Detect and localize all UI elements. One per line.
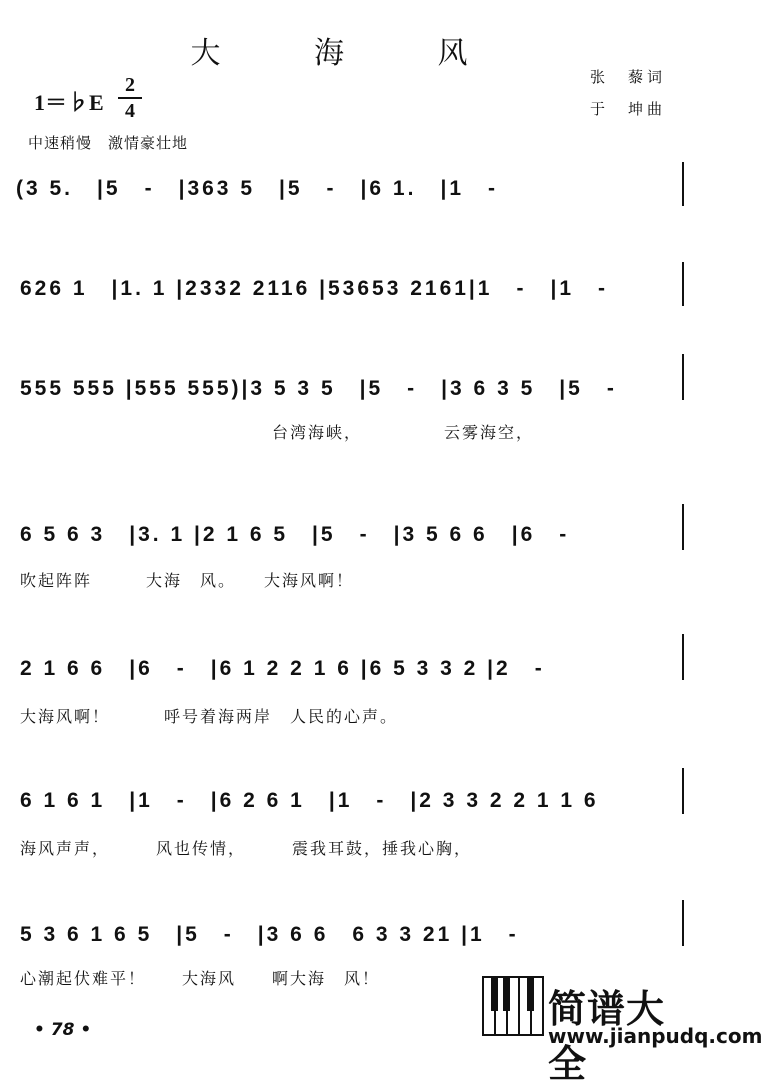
system-end-barline: [682, 900, 684, 946]
lyrics-line: 海风声声， 风也传情， 震我耳鼓，捶我心胸，: [20, 839, 473, 858]
notation-line: 5 3 6 1 6 5 |5 - |3 6 6 6 3 3 21 |1 -: [20, 923, 519, 946]
notation-line: 626 1 |1. 1 |2332 2116 |53653 2161|1 - |1 -: [20, 277, 609, 300]
system-end-barline: [682, 504, 684, 550]
system-end-barline: [682, 768, 684, 814]
watermark-text: 简谱大全: [548, 987, 666, 1086]
notation-line: 2 1 6 6 |6 - |6 1 2 2 1 6 |6 5 3 3 2 |2 -: [20, 657, 545, 680]
page-number: • 78 •: [34, 1020, 92, 1040]
time-signature: [118, 74, 142, 122]
song-title: 大 海 风: [190, 36, 510, 71]
time-signature-top: 2: [125, 74, 135, 96]
notation-line: 555 555 |555 555)|3 5 3 5 |5 - |3 6 3 5 |5 -: [20, 377, 617, 400]
system-end-barline: [682, 262, 684, 306]
key-signature: 1＝♭E: [34, 90, 104, 115]
composer-credit: 于 坤曲: [590, 100, 667, 118]
watermark-logo: [482, 976, 762, 1086]
watermark-url: www.jianpudq.com: [548, 1024, 762, 1048]
time-signature-bottom: 4: [125, 100, 135, 122]
piano-keys-icon: [482, 976, 544, 1036]
lyrics-line: 台湾海峡， 云雾海空，: [272, 423, 535, 442]
notation-line: 6 1 6 1 |1 - |6 2 6 1 |1 - |2 3 3 2 2 1 1 6: [20, 789, 599, 812]
system-end-barline: [682, 162, 684, 206]
tempo-marking: 中速稍慢 激情豪壮地: [28, 134, 189, 152]
system-end-barline: [682, 354, 684, 400]
lyricist-credit: 张 藜词: [590, 68, 667, 86]
notation-line: 6 5 6 3 |3. 1 |2 1 6 5 |5 - |3 5 6 6 |6 -: [20, 523, 570, 546]
notation-line: (3 5. |5 - |363 5 |5 - |6 1. |1 -: [16, 177, 498, 200]
lyrics-line: 吹起阵阵 大海 风。 大海风啊！: [20, 571, 355, 590]
system-end-barline: [682, 634, 684, 680]
lyrics-line: 心潮起伏难平！ 大海风 啊大海 风！: [20, 969, 381, 988]
time-signature-bar: [118, 97, 142, 99]
lyrics-line: 大海风啊！ 呼号着海两岸 人民的心声。: [20, 707, 399, 726]
